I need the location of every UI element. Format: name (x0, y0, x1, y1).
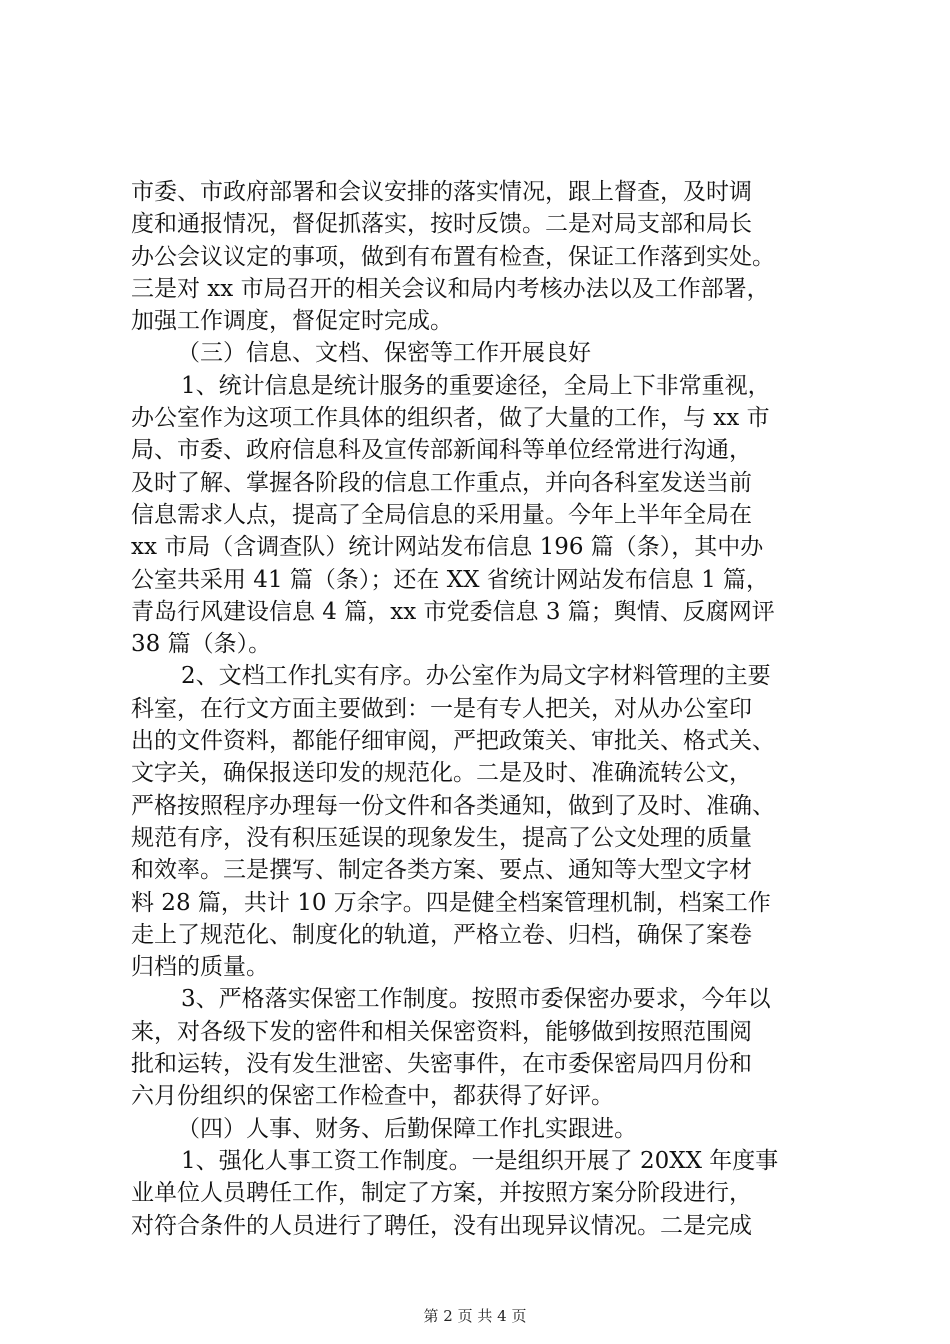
paragraph-start: 2、文档工作扎实有序。办公室作为局文字材料管理的主要 (181, 663, 771, 690)
text-line: 严格按照程序办理每一份文件和各类通知，做到了及时、准确、 (131, 792, 775, 819)
text-line: 三是对 xx 市局召开的相关会议和局内考核办法以及工作部署， (131, 275, 770, 302)
text-line: 及时了解、掌握各阶段的信息工作重点，并向各科室发送当前 (131, 469, 752, 496)
section-heading: （四）人事、财务、后勤保障工作扎实跟进。 (177, 1115, 637, 1142)
text-line: 料 28 篇，共计 10 万余字。四是健全档案管理机制，档案工作 (131, 889, 771, 916)
text-line: 走上了规范化、制度化的轨道，严格立卷、归档，确保了案卷 (131, 921, 752, 948)
text-line: 公室共采用 41 篇（条）；还在 XX 省统计网站发布信息 1 篇， (131, 566, 770, 593)
text-line: 市委、市政府部署和会议安排的落实情况，跟上督查，及时调 (131, 179, 752, 205)
page-number-label: 第 2 页 共 4 页 (423, 1307, 527, 1325)
text-line: 文字关，确保报送印发的规范化。二是及时、准确流转公文， (131, 760, 752, 787)
text-line: 办公室作为这项工作具体的组织者，做了大量的工作，与 xx 市 (131, 405, 770, 432)
text-line: 和效率。三是撰写、制定各类方案、要点、通知等大型文字材 (131, 857, 752, 884)
text-line: 信息需求人点，提高了全局信息的采用量。今年上半年全局在 (131, 501, 752, 528)
paragraph-start: 3、严格落实保密工作制度。按照市委保密办要求，今年以 (181, 986, 771, 1013)
text-line: xx 市局（含调查队）统计网站发布信息 196 篇（条），其中办 (131, 534, 764, 561)
text-line: 38 篇（条）。 (131, 631, 272, 658)
page-footer (0, 1305, 950, 1326)
text-line: 批和运转，没有发生泄密、失密事件，在市委保密局四月份和 (131, 1051, 752, 1078)
text-line: 局、市委、政府信息科及宣传部新闻科等单位经常进行沟通， (131, 437, 752, 464)
text-line: 青岛行风建设信息 4 篇，xx 市党委信息 3 篇；舆情、反腐网评 (131, 598, 775, 625)
text-line: 度和通报情况，督促抓落实，按时反馈。二是对局支部和局长 (131, 211, 752, 238)
text-line: 六月份组织的保密工作检查中，都获得了好评。 (131, 1083, 614, 1110)
text-line: 归档的质量。 (131, 954, 269, 981)
text-line: 加强工作调度，督促定时完成。 (131, 308, 453, 335)
section-heading: （三）信息、文档、保密等工作开展良好 (177, 340, 591, 367)
paragraph-start: 1、统计信息是统计服务的重要途径，全局上下非常重视， (181, 372, 771, 399)
paragraph-start: 1、强化人事工资工作制度。一是组织开展了 20XX 年度事 (181, 1147, 779, 1174)
text-line: 办公会议议定的事项，做到有布置有检查，保证工作落到实处。 (131, 243, 775, 270)
text-line: 业单位人员聘任工作，制定了方案，并按照方案分阶段进行， (131, 1180, 752, 1207)
text-line: 出的文件资料，都能仔细审阅，严把政策关、审批关、格式关、 (131, 728, 775, 755)
document-body (131, 176, 831, 1242)
text-line: 科室，在行文方面主要做到：一是有专人把关，对从办公室印 (131, 695, 752, 722)
text-line: 规范有序，没有积压延误的现象发生，提高了公文处理的质量 (131, 824, 752, 851)
text-line: 对符合条件的人员进行了聘任，没有出现异议情况。二是完成 (131, 1212, 752, 1239)
text-line: 来，对各级下发的密件和相关保密资料，能够做到按照范围阅 (131, 1018, 752, 1045)
